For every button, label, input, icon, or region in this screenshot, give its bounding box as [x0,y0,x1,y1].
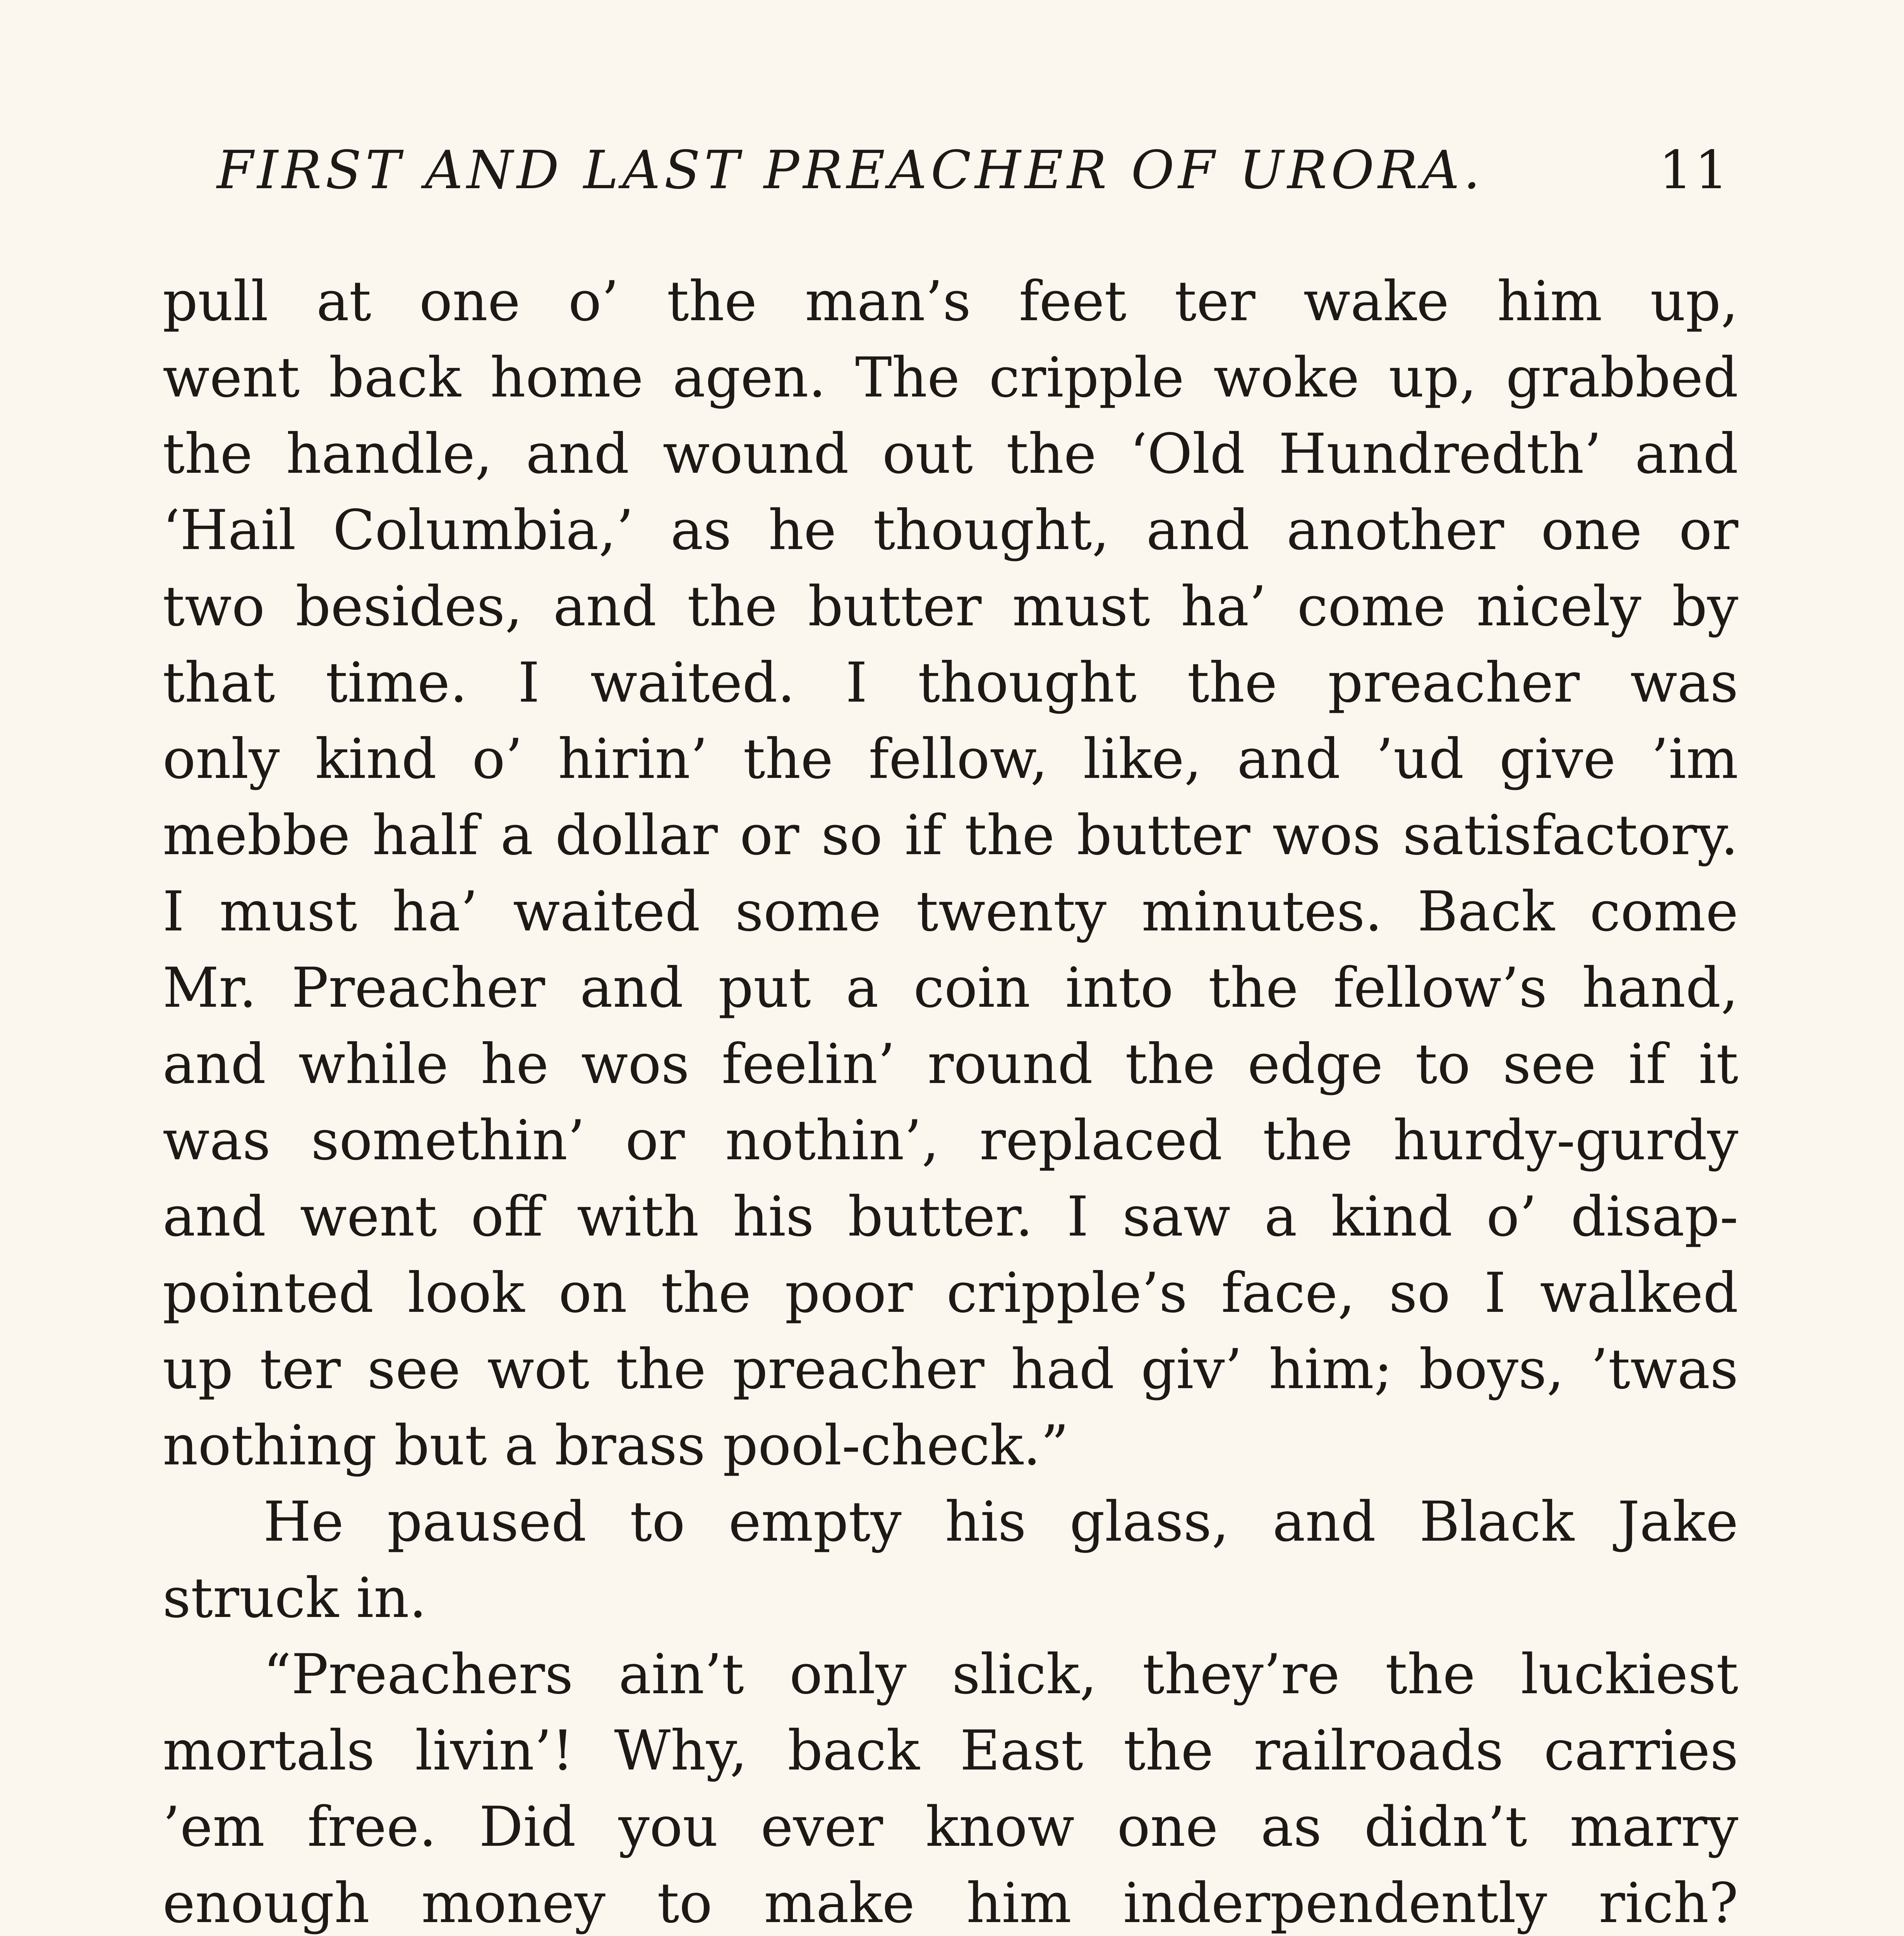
text-line: that time. I waited. I thought the preacher was [163,651,1738,715]
text-line: the handle, and wound out the ‘Old Hundredth’ and [163,422,1738,486]
text-line: went back home agen. The cripple woke up, grabbed [163,346,1738,410]
text-line: up ter see wot the preacher had giv’ him; boys, ’twas [163,1337,1738,1401]
text-line: two besides, and the butter must ha’ come nicely by [163,575,1738,638]
text-line: and while he wos feelin’ round the edge to see if it [163,1032,1738,1096]
text-line: struck in. [163,1566,427,1630]
text-line: mebbe half a dollar or so if the butter wos satisfactory. [163,803,1738,867]
text-line: Mr. Preacher and put a coin into the fellow’s hand, [163,956,1738,1020]
body-text [163,263,1738,1936]
text-line: only kind o’ hirin’ the fellow, like, and ’ud give ’im [163,727,1738,791]
running-head [217,128,1731,213]
text-line: was somethin’ or nothin’, replaced the hurdy-gurdy [163,1109,1738,1172]
running-title: FIRST AND LAST PREACHER OF URORA. [217,140,1484,201]
text-line: mortals livin’! Why, back East the railroads carries [163,1719,1738,1783]
text-line: ’em free. Did you ever know one as didn’t marry [163,1795,1738,1859]
text-line: “Preachers ain’t only slick, they’re the luckiest [263,1643,1738,1706]
page-number: 11 [1659,140,1731,201]
text-line: and went off with his butter. I saw a kind o’ disap- [163,1185,1738,1249]
text-line: nothing but a brass pool-check.” [163,1414,1069,1478]
text-line: pointed look on the poor cripple’s face, so I walked [163,1261,1738,1325]
text-line: ‘Hail Columbia,’ as he thought, and another one or [163,498,1738,562]
text-line: enough money to make him inderpendently rich? [163,1871,1738,1935]
text-line: I must ha’ waited some twenty minutes. Back come [163,880,1738,944]
text-line: pull at one o’ the man’s feet ter wake him up, [163,269,1738,333]
text-line: He paused to empty his glass, and Black Jake [263,1490,1738,1554]
